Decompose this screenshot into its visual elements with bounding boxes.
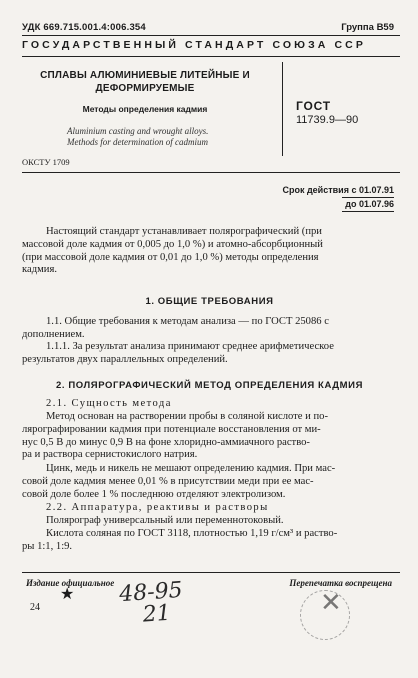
polarograph-line: Полярограф универсальный или переменнотоковый. — [46, 515, 284, 526]
section-1-heading: 1. ОБЩИЕ ТРЕБОВАНИЯ — [145, 296, 274, 307]
okstu-code: ОКСТУ 1709 — [22, 157, 70, 167]
document-subtitle: Методы определения кадмия — [82, 104, 208, 114]
paragraph-1-1-1-line-1: 1.1.1. За результат анализа принимают среднее арифметическое — [46, 341, 334, 352]
handwritten-note — [118, 577, 185, 628]
official-edition-note: Издание официальное — [26, 578, 115, 588]
gost-number: 11739.9—90 — [296, 114, 359, 126]
method-line-1: Метод основан на растворении пробы в соляной кислоте и по- — [46, 411, 328, 422]
paragraph-1-1-1-line-2: результатов двух параллельных определений. — [22, 353, 228, 365]
zinc-paragraph — [22, 463, 397, 501]
header-rule — [22, 56, 400, 57]
english-title — [67, 126, 208, 148]
english-title-line-1: Aluminium casting and wrought alloys. — [67, 126, 209, 136]
paragraph-2-2-title: 2.2. Аппаратура, реактивы и растворы — [46, 502, 269, 513]
intro-line-4: кадмия. — [22, 264, 57, 276]
method-line-2: лярографировании кадмия при потенциале восстановления от ми- — [22, 423, 321, 435]
intro-line-1: Настоящий стандарт устанавливает полярографический (при — [46, 226, 322, 237]
paragraph-1-1-line-1: 1.1. Общие требования к методам анализа — по ГОСТ 25086 с — [46, 316, 329, 327]
handwritten-line-2: 21 — [141, 600, 172, 628]
paragraph-1-1-line-2: дополнением. — [22, 328, 85, 340]
title-bottom-rule — [22, 172, 400, 173]
intro-line-2: массовой доле кадмия от 0,005 до 1,0 %) и атомно-абсорбционный — [22, 238, 323, 250]
zinc-line-1: Цинк, медь и никель не мешают определению кадмия. При мас- — [46, 463, 336, 474]
paragraph-2-1-title: 2.1. Сущность метода — [46, 398, 172, 409]
handwritten-line-1: 48-95 — [118, 577, 184, 608]
title-line-1: СПЛАВЫ АЛЮМИНИЕВЫЕ ЛИТЕЙНЫЕ И — [40, 70, 250, 81]
title-divider — [282, 62, 283, 156]
method-paragraph — [22, 411, 397, 462]
reprint-prohibited-note: Перепечатка воспрещена — [289, 578, 392, 588]
group-code: Группа В59 — [341, 22, 394, 33]
stamp-mark-icon: ✕ — [320, 588, 342, 617]
star-icon: ★ — [60, 586, 75, 603]
footer-rule — [22, 572, 400, 573]
zinc-line-3: совой доле более 1 % последнюю отделяют электролизом. — [22, 488, 286, 500]
validity-from: Срок действия с 01.07.91 — [282, 185, 394, 195]
acid-line-2: ры 1:1, 1:9. — [22, 540, 73, 552]
validity-underline-2 — [342, 211, 394, 212]
intro-line-3: (при массовой доле кадмия от 0,01 до 1,0 %) методы определения — [22, 251, 319, 263]
english-title-line-2: Methods for determination of cadmium — [67, 137, 208, 147]
zinc-line-2: совой доле кадмия менее 0,01 % в присутствии меди при ее мас- — [22, 475, 314, 487]
top-rule — [22, 35, 400, 36]
gost-label: ГОСТ — [296, 99, 331, 113]
validity-to: до 01.07.96 — [345, 199, 394, 209]
paragraph-1-1-1 — [22, 341, 397, 367]
standard-name: ГОСУДАРСТВЕННЫЙ СТАНДАРТ СОЮЗА ССР — [22, 39, 366, 51]
intro-paragraph — [22, 226, 397, 277]
acid-line-1: Кислота соляная по ГОСТ 3118, плотностью 1,19 г/см³ и раство- — [46, 528, 338, 539]
method-line-4: ра и раствора сернистокислого натрия. — [22, 449, 198, 461]
polarograph-paragraph — [22, 515, 397, 528]
paragraph-1-1 — [22, 316, 397, 342]
method-line-3: нус 0,5 В до минус 0,9 В на фоне хлоридно-аммиачного раство- — [22, 436, 310, 448]
section-2-heading: 2. ПОЛЯРОГРАФИЧЕСКИЙ МЕТОД ОПРЕДЕЛЕНИЯ КАДМИЯ — [55, 380, 364, 391]
paragraph-2-1 — [22, 398, 397, 411]
page-number: 24 — [30, 602, 40, 613]
title-line-2: ДЕФОРМИРУЕМЫЕ — [95, 83, 195, 94]
paragraph-2-2 — [22, 502, 397, 515]
udk-code: УДК 669.715.001.4:006.354 — [22, 22, 146, 33]
document-title — [22, 69, 268, 95]
validity-underline — [342, 197, 394, 198]
acid-paragraph — [22, 528, 397, 554]
